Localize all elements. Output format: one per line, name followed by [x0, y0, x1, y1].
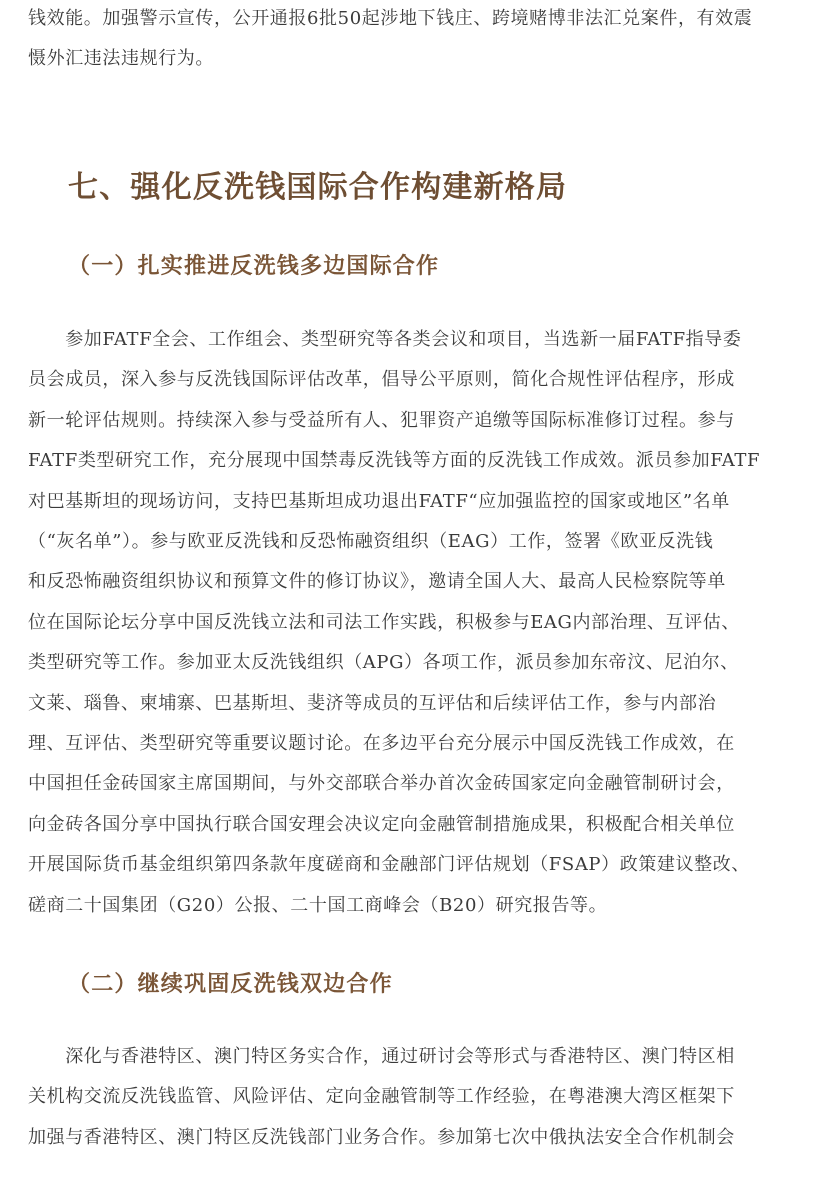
text-line: 慑外汇违法违规行为。: [28, 48, 214, 70]
subsection-1-text: [28, 320, 803, 926]
text-line: 中国担任金砖国家主席国期间，与外交部联合举办首次金砖国家定向金融管制研讨会，: [28, 773, 735, 795]
subsection-2-title: （二）继续巩固反洗钱双边合作: [68, 971, 393, 997]
subsection-1-title: （一）扎实推进反洗钱多边国际合作: [68, 253, 440, 279]
subsection-2-text: [28, 1037, 803, 1158]
text-line: 和反恐怖融资组织协议和预算文件的修订协议》，邀请全国人大、最高人民检察院等单: [28, 571, 726, 593]
text-line: 加强与香港特区、澳门特区反洗钱部门业务合作。参加第七次中俄执法安全合作机制会: [28, 1126, 735, 1148]
text-line: 对巴基斯坦的现场访问，支持巴基斯坦成功退出FATF“应加强监控的国家或地区”名单: [28, 490, 730, 512]
text-line: 钱效能。加强警示宣传，公开通报6批50起涉地下钱庄、跨境赌博非法汇兑案件，有效震: [28, 8, 753, 29]
text-line: 位在国际论坛分享中国反洗钱立法和司法工作实践，积极参与EAG内部治理、互评估、: [28, 611, 740, 633]
text-line: FATF类型研究工作，充分展现中国禁毒反洗钱等方面的反洗钱工作成效。派员参加FATF: [28, 450, 761, 472]
text-line: 磋商二十国集团（G20）公报、二十国工商峰会（B20）研究报告等。: [28, 894, 608, 916]
subsection-2-paragraph: [28, 1037, 803, 1158]
text-line: （“灰名单”）。参与欧亚反洗钱和反恐怖融资组织（EAG）工作，签署《欧亚反洗钱: [28, 531, 714, 553]
text-line: 理、互评估、类型研究等重要议题讨论。在多边平台充分展示中国反洗钱工作成效，在: [28, 733, 735, 755]
section-title: 七、强化反洗钱国际合作构建新格局: [68, 170, 568, 205]
text-line: 文莱、瑙鲁、柬埔寨、巴基斯坦、斐济等成员的互评估和后续评估工作，参与内部治: [28, 692, 717, 714]
subsection-1-paragraph: [28, 320, 803, 926]
text-line: 深化与香港特区、澳门特区务实合作，通过研讨会等形式与香港特区、澳门特区相: [28, 1046, 735, 1067]
intro-paragraph: [28, 0, 803, 80]
text-line: 向金砖各国分享中国执行联合国安理会决议定向金融管制措施成果，积极配合相关单位: [28, 813, 735, 835]
text-line: 类型研究等工作。参加亚太反洗钱组织（APG）各项工作，派员参加东帝汶、尼泊尔、: [28, 652, 739, 674]
text-line: 新一轮评估规则。持续深入参与受益所有人、犯罪资产追缴等国际标准修订过程。参与: [28, 409, 735, 431]
text-line: 员会成员，深入参与反洗钱国际评估改革，倡导公平原则，简化合规性评估程序，形成: [28, 369, 735, 391]
text-line: 关机构交流反洗钱监管、风险评估、定向金融管制等工作经验，在粤港澳大湾区框架下: [28, 1086, 735, 1108]
intro-text: [28, 0, 803, 80]
text-line: 开展国际货币基金组织第四条款年度磋商和金融部门评估规划（FSAP）政策建议整改、: [28, 854, 750, 876]
text-line: 参加FATF全会、工作组会、类型研究等各类会议和项目，当选新一届FATF指导委: [28, 329, 742, 350]
